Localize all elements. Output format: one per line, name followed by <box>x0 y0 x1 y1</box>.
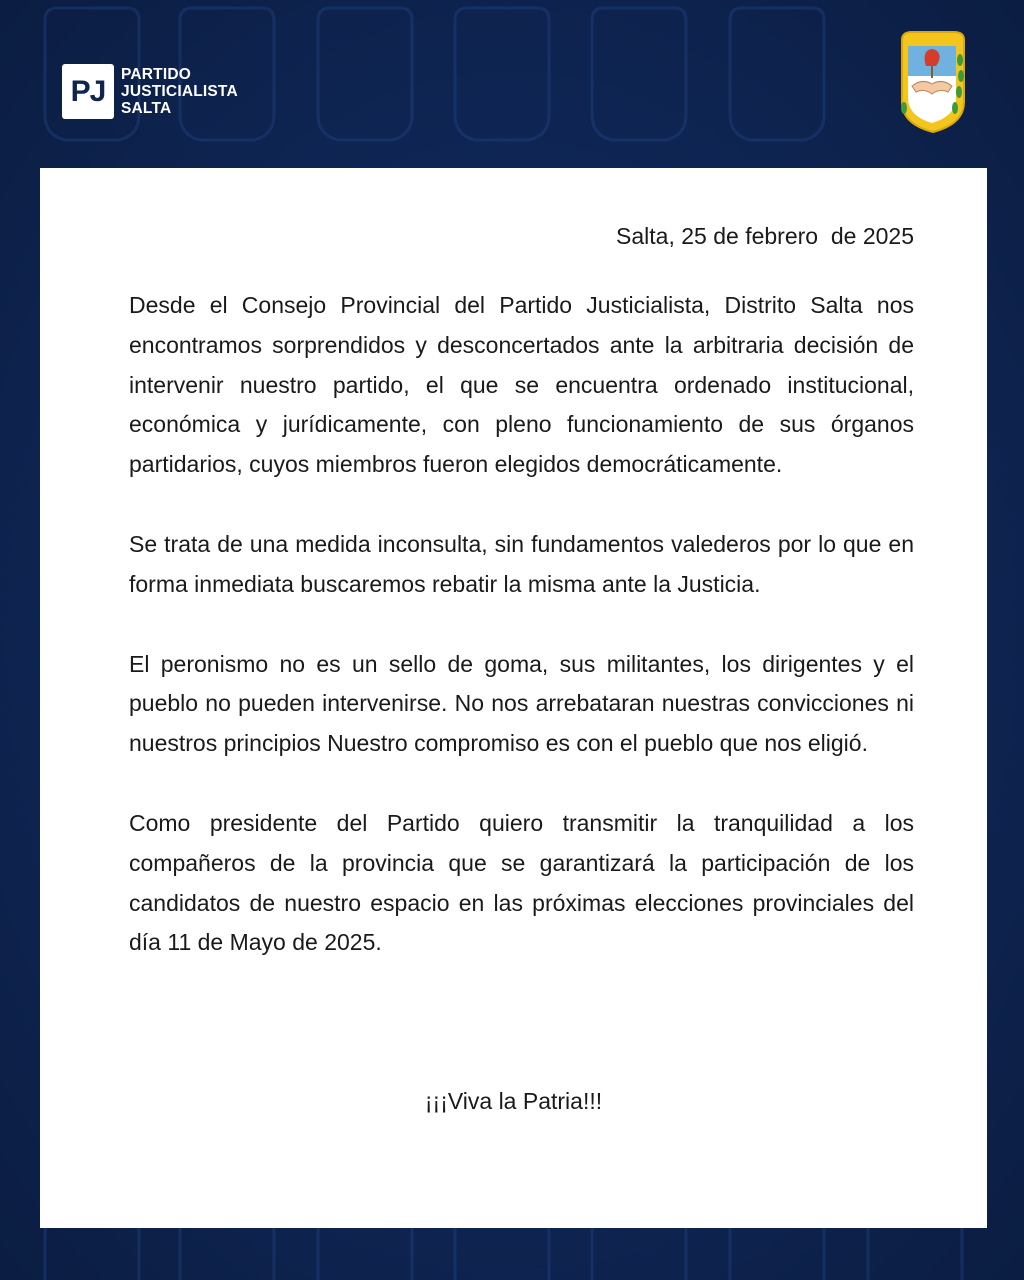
pj-logo-box <box>62 64 114 119</box>
statement-card <box>40 168 987 1228</box>
paragraph-4: Como presidente del Partido quiero transmitir la tranquilidad a los compañeros de la provincia que se garantizará la participación de los candidatos de nuestro espacio en las próximas elecciones provinciales del día 11 de Mayo de 2025. <box>129 809 914 956</box>
header <box>0 0 1024 168</box>
party-logo <box>62 64 238 119</box>
letter-date: Salta, 25 de febrero de 2025 <box>616 223 914 249</box>
letter-closing: ¡¡¡Viva la Patria!!! <box>424 1088 603 1114</box>
paragraph-2: Se trata de una medida inconsulta, sin fundamentos valederos por lo que en forma inmediata buscaremos rebatir la misma ante la Justicia. <box>129 530 914 597</box>
paragraph-3: El peronismo no es un sello de goma, sus militantes, los dirigentes y el pueblo no pueden intervenirse. No nos arrebataran nuestras convicciones ni nuestros principios Nuestro compromiso es con el pueblo que nos eligió. <box>129 650 914 757</box>
letter-body <box>129 286 914 1003</box>
party-wordmark <box>121 66 238 117</box>
wordmark-line-2: JUSTICIALISTA <box>121 83 238 100</box>
wordmark-line-1: PARTIDO <box>121 66 191 83</box>
paragraph-1: Desde el Consejo Provincial del Partido Justicialista, Distrito Salta nos encontramos sorprendidos y desconcertados ante la arbitraria decisión de intervenir nuestro partido, el que se encuentra ordenado institucional, económica y jurídicamente, con pleno funcionamiento de sus órganos partidarios, cuyos miembros fueron elegidos democráticamente. <box>129 292 914 478</box>
peronist-shield-emblem <box>896 30 970 134</box>
pj-logo-initials: PJ <box>70 74 106 108</box>
wordmark-line-3: SALTA <box>121 100 172 117</box>
